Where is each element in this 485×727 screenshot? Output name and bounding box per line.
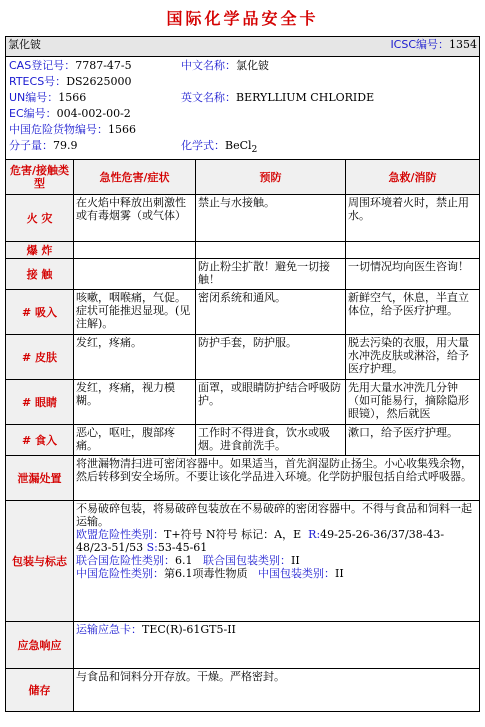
col-first-aid: 急救/消防 [346, 160, 480, 195]
un-line: UN编号：1566 [9, 91, 87, 104]
row-eyes: # 眼睛 发红，疼痛，视力模糊。 面罩，或眼睛防护结合呼吸防护。 先用大量水冲洗几分钟（如可能易行，摘除隐形眼镜），然后就医 [6, 380, 480, 425]
row-packaging: 包装与标志 不易破碎包装，将易破碎包装放在不易破碎的密闭容器中。不得与食品和饲料一起运输。 欧盟危险性类别：T+符号 N符号 标记：A，E R:49-25-26-36/37/38-43-48/23-51/53 S:53-45-61 联合国危险性类别：6.1 联合国包装类别：II 中国危险性类别：第6.1项毒性物质 中国包装类别：II [6, 501, 480, 622]
rtecs-line: RTECS号：DS2625000 [9, 75, 132, 88]
chinese-name-line: 中文名称：氯化铍 [181, 59, 269, 72]
storage-text: 与食品和饲料分开存放。干燥。严格密封。 [74, 669, 480, 712]
col-prevention: 预防 [196, 160, 346, 195]
row-emergency: 应急响应 运输应急卡：TEC(R)-61GT5-II [6, 622, 480, 669]
english-name-line: 英文名称：BERYLLIUM CHLORIDE [181, 91, 375, 104]
cas-line: CAS登记号：7787-47-5 [9, 59, 132, 72]
icsc-number: ICSC编号：1354 [390, 38, 478, 51]
col-acute-hazard: 急性危害/症状 [74, 160, 196, 195]
packaging-text: 不易破碎包装，将易破碎包装放在不易破碎的密闭容器中。不得与食品和饲料一起运输。 欧盟危险性类别：T+符号 N符号 标记：A，E R:49-25-26-36/37/38-43-48/23-51/53 S:53-45-61 联合国危险性类别：6.1 联合国包装类别：II 中国危险性类别：第6.1项毒性物质 中国包装类别：II [74, 501, 480, 622]
header-row [6, 37, 480, 57]
chemical-name: 氯化铍 [8, 38, 41, 51]
row-inhalation: # 吸入 咳嗽，咽喉痛，气促。症状可能推迟显现。(见注解)。 密闭系统和通风。 新鲜空气，休息，半直立体位，给予医疗护理。 [6, 290, 480, 335]
row-ingestion: # 食入 恶心，呕吐，腹部疼痛。 工作时不得进食，饮水或吸烟。进食前洗手。 漱口，给予医疗护理。 [6, 425, 480, 456]
row-explosion: 爆 炸 [6, 242, 480, 259]
column-headers [6, 160, 480, 195]
safety-card-table [5, 36, 480, 712]
identifiers-block [8, 58, 477, 158]
emergency-text: 运输应急卡：TEC(R)-61GT5-II [74, 622, 480, 669]
identifiers-row [6, 57, 480, 160]
molecular-weight-line: 分子量：79.9 [9, 139, 78, 152]
row-fire: 火 灾 在火焰中释放出刺激性或有毒烟雾（或气体） 禁止与水接触。 周围环境着火时，禁止用水。 [6, 195, 480, 242]
ec-line: EC编号：004-002-00-2 [9, 107, 131, 120]
col-hazard-type: 危害/接触类型 [6, 160, 74, 195]
row-storage: 储存 与食品和饲料分开存放。干燥。严格密封。 [6, 669, 480, 712]
row-contact: 接 触 防止粉尘扩散！避免一切接触！ 一切情况均向医生咨询！ [6, 259, 480, 290]
formula-line: 化学式：BeCl$_2$ [181, 139, 258, 156]
spill-text: 将泄漏物清扫进可密闭容器中。如果适当，首先润湿防止扬尘。小心收集残余物，然后转移到安全场所。不要让该化学品进入环境。化学防护服包括自给式呼吸器。 [74, 456, 480, 501]
page-title: 国际化学品安全卡 [166, 9, 319, 28]
row-spill: 泄漏处置 将泄漏物清扫进可密闭容器中。如果适当，首先润湿防止扬尘。小心收集残余物，然后转移到安全场所。不要让该化学品进入环境。化学防护服包括自给式呼吸器。 [6, 456, 480, 501]
row-skin: # 皮肤 发红，疼痛。 防护手套，防护服。 脱去污染的衣服，用大量水冲洗皮肤或淋浴，给予医疗护理。 [6, 335, 480, 380]
cn-dangerous-goods-line: 中国危险货物编号：1566 [9, 123, 136, 136]
